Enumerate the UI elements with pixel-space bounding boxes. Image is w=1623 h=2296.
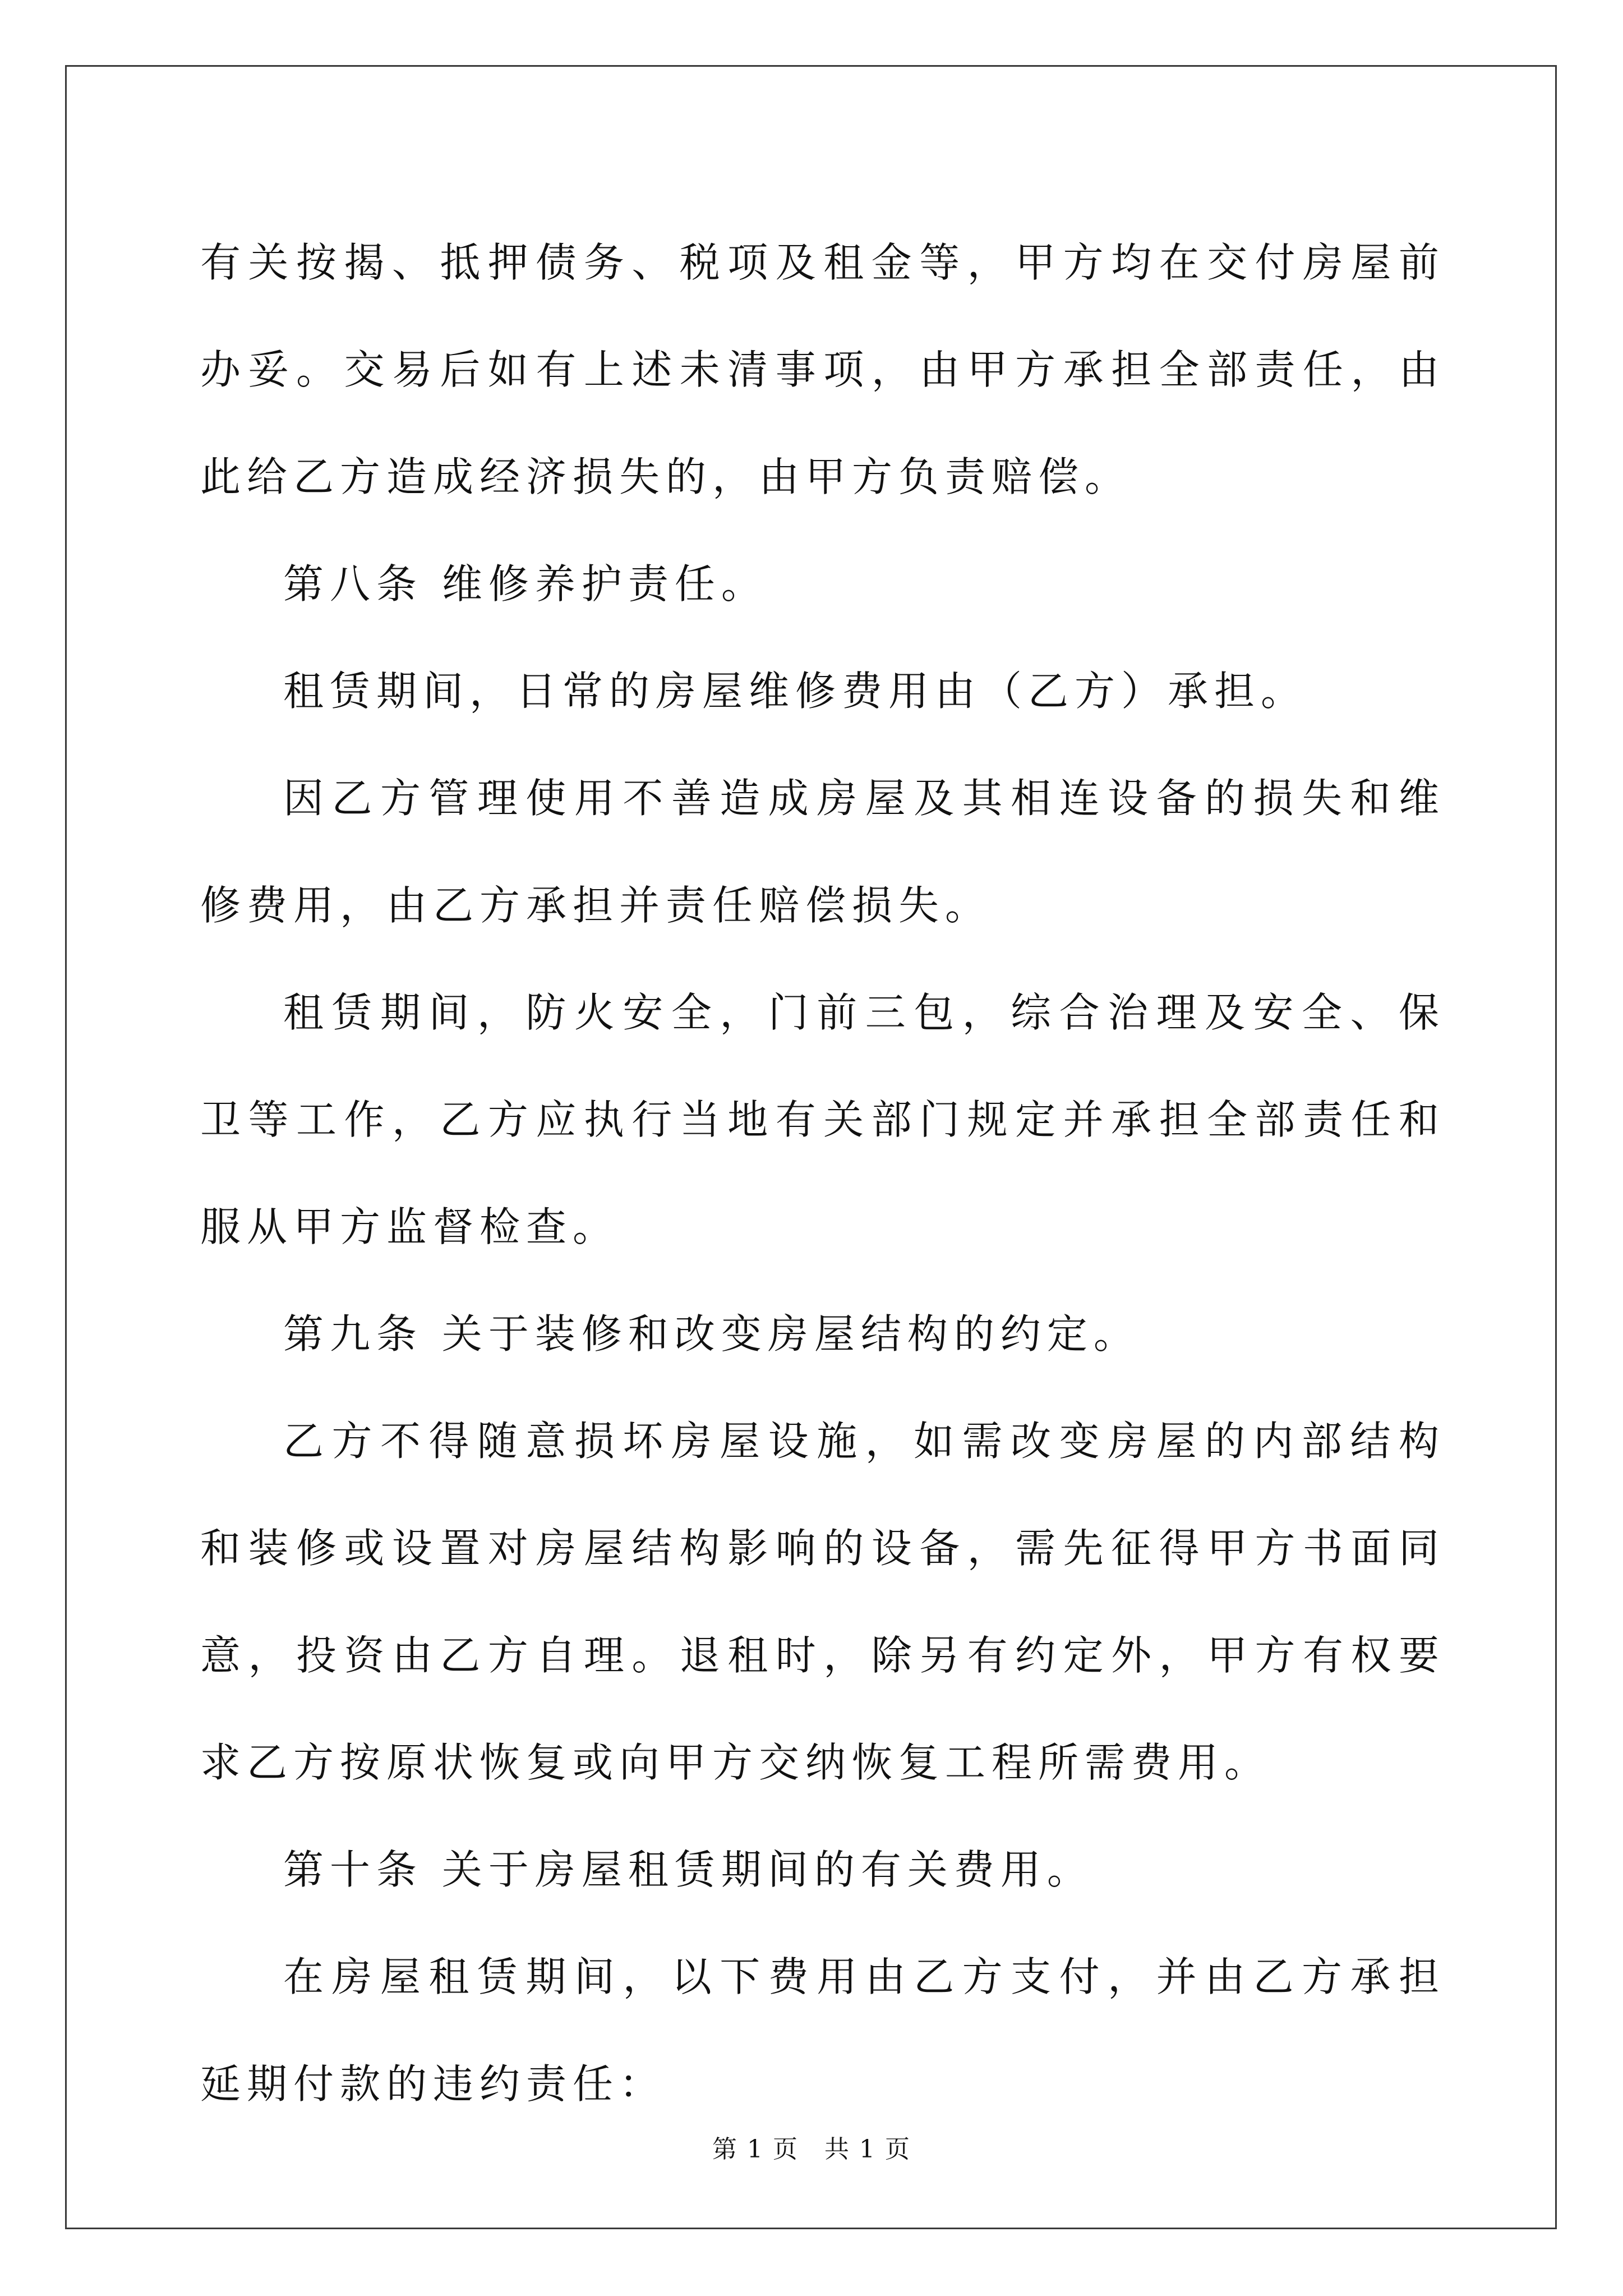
article-10-heading: 第十条 关于房屋租赁期间的有关费用。 (283, 1846, 1094, 1893)
document-body (200, 209, 1445, 2138)
paragraph-carryover: 有关按揭、抵押债务、税项及租金等，甲方均在交付房屋前办妥。交易后如有上述未清事项，由甲方承担全部责任，由此给乙方造成经济损失的，由甲方负责赔偿。 (200, 239, 1445, 500)
article-9-heading: 第九条 关于装修和改变房屋结构的约定。 (283, 1310, 1140, 1358)
paragraph: 租赁期间，防火安全，门前三包，综合治理及安全、保卫等工作，乙方应执行当地有关部门规定并承担全部责任和服从甲方监督检查。 (200, 989, 1445, 1250)
paragraph: 因乙方管理使用不善造成房屋及其相连设备的损失和维修费用，由乙方承担并责任赔偿损失。 (200, 775, 1445, 929)
paragraph: 在房屋租赁期间，以下费用由乙方支付，并由乙方承担延期付款的违约责任： (200, 1953, 1445, 2108)
paragraph: 租赁期间，日常的房屋维修费用由（乙方）承担。 (283, 668, 1308, 715)
paragraph: 乙方不得随意损坏房屋设施，如需改变房屋的内部结构和装修或设置对房屋结构影响的设备，需先征得甲方书面同意，投资由乙方自理。退租时，除另有约定外，甲方有权要求乙方按原状恢复或向甲方交纳恢复工程所需费用。 (200, 1418, 1445, 1786)
page-number-footer: 第 1 页 共 1 页 (712, 2135, 911, 2164)
article-8-heading: 第八条 维修养护责任。 (283, 560, 768, 608)
